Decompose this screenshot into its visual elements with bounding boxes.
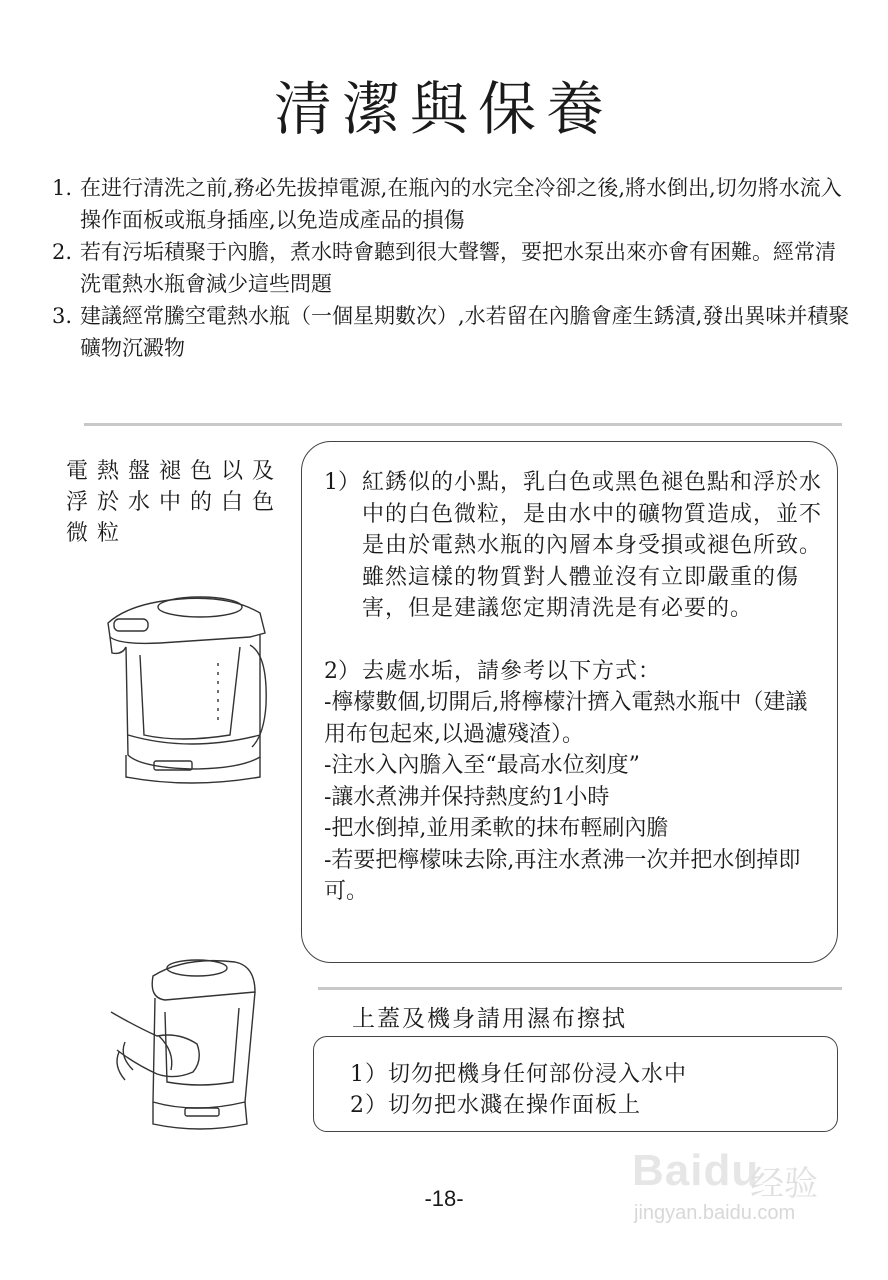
item-number: 2. (52, 240, 73, 264)
watermark-label: 经验 (750, 1164, 818, 1204)
intro-list (52, 172, 852, 364)
section-divider (84, 423, 842, 426)
side-caption: 電熱盤褪色以及浮於水中的白色微粒 (66, 459, 284, 546)
watermark-url: jingyan.baidu.com (634, 1202, 796, 1224)
warning-item (350, 1059, 687, 1090)
list-item (52, 300, 852, 364)
wiping-kettle-illustration (105, 952, 270, 1132)
watermark (632, 1146, 852, 1246)
instruction-item (324, 467, 824, 625)
section-divider (318, 987, 842, 990)
page-number: -18- (424, 1186, 464, 1211)
item-text: 切勿把水濺在操作面板上 (388, 1093, 642, 1118)
descale-step: -若要把檸檬味去除,再注水煮沸一次并把水倒掉即可。 (324, 847, 801, 904)
descale-step: -注水入內膽入至“最高水位刻度” (324, 753, 640, 778)
item-text: 切勿把機身任何部份浸入水中 (388, 1062, 688, 1087)
item-label: 1） (350, 1062, 388, 1087)
item-text: 若有污垢積聚于內膽，煮水時會聽到很大聲響，要把水泵出來亦會有困難。經常清洗電熱水瓶會減少這些問題 (80, 240, 836, 296)
item-label: 2） (350, 1093, 388, 1118)
wipe-warnings-box (313, 1036, 838, 1132)
item-number: 3. (52, 304, 73, 328)
descale-step: -檸檬數個,切開后,將檸檬汁擠入電熱水瓶中（建議用布包起來,以過濾殘渣）。 (324, 690, 808, 747)
list-item (52, 172, 852, 236)
instruction-item (324, 656, 824, 688)
wipe-section-title: 上蓋及機身請用濕布擦拭 (352, 1006, 627, 1032)
descale-step: -把水倒掉,並用柔軟的抹布輕刷內膽 (324, 816, 669, 841)
item-label: 1） (324, 470, 360, 495)
item-text: 去處水垢，請參考以下方式： (362, 658, 662, 684)
item-number: 1. (52, 176, 73, 200)
item-label: 2） (324, 658, 360, 684)
watermark-logo: Baidu (632, 1146, 760, 1195)
item-text: 在进行清洗之前,務必先拔掉電源,在瓶內的水完全冷卻之後,將水倒出,切勿將水流入操作面板或瓶身插座,以免造成產品的損傷 (80, 176, 842, 232)
list-item (52, 236, 852, 300)
item-text: 紅銹似的小點，乳白色或黑色褪色點和浮於水中的白色微粒，是由水中的礦物質造成，並不是由於電熱水瓶的內層本身受損或褪色所致。雖然這樣的物質對人體並沒有立即嚴重的傷害，但是建議您定期清洗是有必要的。 (362, 470, 823, 621)
item-text: 建議經常騰空電熱水瓶（一個星期數次）,水若留在內膽會產生銹漬,發出異味并積聚礦物沉澱物 (80, 304, 850, 360)
page-title: 清潔與保養 (273, 75, 614, 143)
kettle-illustration (100, 585, 275, 790)
descaling-instructions-box (301, 441, 838, 963)
descale-step: -讓水煮沸并保持熱度約1小時 (324, 784, 610, 810)
warning-item (350, 1090, 687, 1121)
